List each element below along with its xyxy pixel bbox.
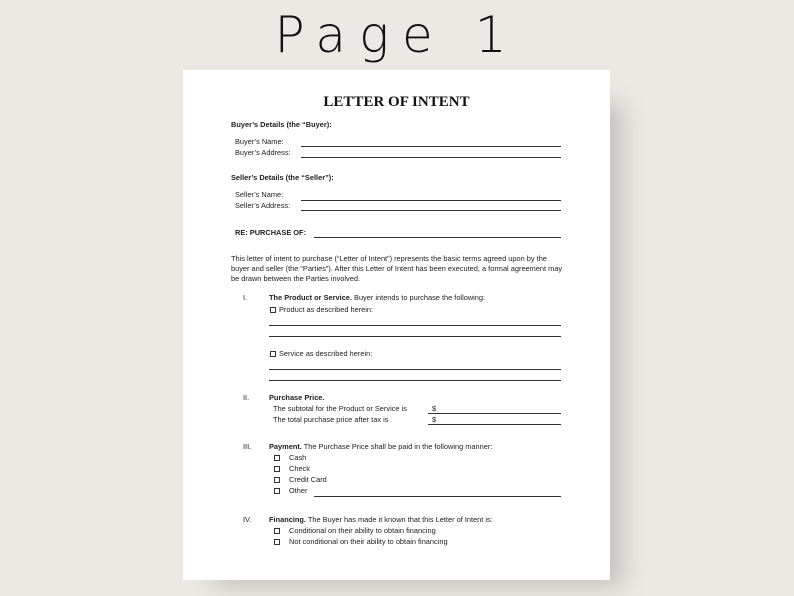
product-option [270, 305, 373, 314]
payment-other-checkbox[interactable] [274, 488, 280, 494]
page-heading: Page 1 [274, 6, 520, 64]
total-label: The total purchase price after tax is [273, 415, 389, 424]
total-currency: $ [432, 415, 437, 424]
seller-name-label: Seller’s Name: [235, 190, 284, 199]
service-line-2[interactable] [269, 380, 561, 381]
seller-address-label: Seller’s Address: [235, 201, 291, 210]
section-3-numeral: III. [243, 442, 252, 451]
financing-conditional-checkbox[interactable] [274, 528, 280, 534]
buyer-name-field[interactable] [301, 146, 561, 147]
section-3-text [269, 442, 492, 451]
service-option-label: Service as described herein: [279, 349, 373, 358]
buyer-address-field[interactable] [301, 157, 561, 158]
section-2-numeral: II. [243, 393, 250, 402]
payment-credit-card-checkbox[interactable] [274, 477, 280, 483]
product-option-label: Product as described herein: [279, 305, 374, 314]
re-purchase-label: RE: PURCHASE OF: [235, 228, 307, 237]
payment-cash-checkbox[interactable] [274, 455, 280, 461]
service-checkbox[interactable] [270, 351, 276, 357]
section-1-body: Buyer intends to purchase the following: [351, 293, 486, 302]
product-checkbox[interactable] [270, 307, 276, 313]
payment-other-field[interactable] [314, 496, 561, 497]
service-option [270, 349, 372, 358]
intro-paragraph: This letter of intent to purchase (“Letter of Intent”) represents the basic terms agreed upon by the buyer and seller (the “Parties”). After this Letter of Intent has been executed, a formal agreement may be drawn between the Parties involved. [231, 254, 563, 284]
seller-name-field[interactable] [301, 200, 561, 201]
section-4-text [269, 515, 493, 524]
subtotal-label: The subtotal for the Product or Service is [273, 404, 407, 413]
section-4-numeral: IV. [243, 515, 252, 524]
subtotal-currency: $ [432, 404, 437, 413]
buyer-section-label: Buyer’s Details (the “Buyer): [231, 120, 332, 129]
financing-not-conditional-label: Not conditional on their ability to obtain financing [289, 537, 448, 546]
payment-cash-label: Cash [289, 453, 307, 462]
re-purchase-field[interactable] [314, 237, 561, 238]
total-field[interactable] [428, 424, 561, 425]
section-2-heading: Purchase Price. [269, 393, 325, 402]
payment-check-checkbox[interactable] [274, 466, 280, 472]
document-sheet [183, 70, 610, 580]
section-4-heading: Financing. [269, 515, 306, 524]
section-4-body: The Buyer has made it known that this Letter of Intent is: [305, 515, 493, 524]
section-1-text [269, 293, 485, 302]
section-3-heading: Payment. [269, 442, 302, 451]
buyer-name-label: Buyer’s Name: [235, 137, 284, 146]
service-line-1[interactable] [269, 369, 561, 370]
product-line-1[interactable] [269, 325, 561, 326]
seller-section-label: Seller’s Details (the “Seller”): [231, 173, 334, 182]
product-line-2[interactable] [269, 336, 561, 337]
buyer-address-label: Buyer’s Address: [235, 148, 291, 157]
document-title: LETTER OF INTENT [323, 94, 470, 110]
section-1-heading: The Product or Service. [269, 293, 352, 302]
seller-address-field[interactable] [301, 210, 561, 211]
section-1-numeral: I. [243, 293, 248, 302]
payment-credit-card-label: Credit Card [289, 475, 327, 484]
subtotal-field[interactable] [428, 413, 561, 414]
financing-conditional-label: Conditional on their ability to obtain financing [289, 526, 436, 535]
payment-check-label: Check [289, 464, 310, 473]
financing-not-conditional-checkbox[interactable] [274, 539, 280, 545]
payment-other-label: Other [289, 486, 308, 495]
section-3-body: The Purchase Price shall be paid in the following manner: [301, 442, 493, 451]
